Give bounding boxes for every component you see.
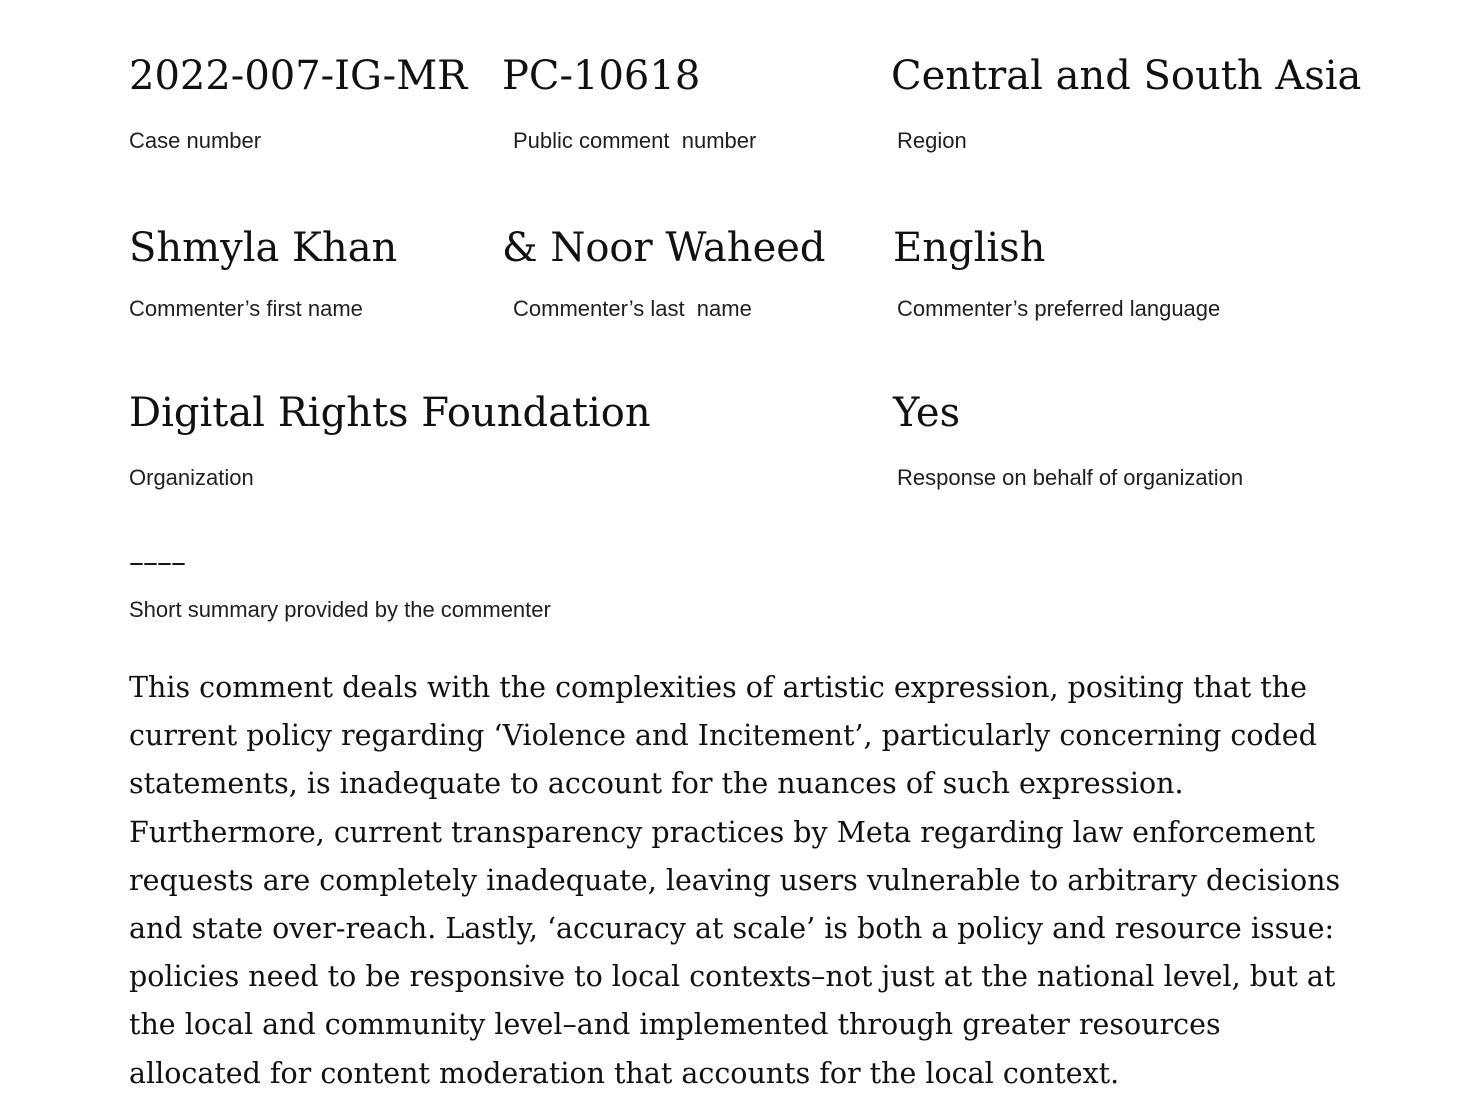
public-comment-number-value: PC-10618 — [502, 53, 701, 99]
case-number-value: 2022-007-IG-MR — [129, 53, 468, 99]
summary-line: the local and community level–and implemented through greater resources — [129, 1008, 1221, 1042]
first-name-value: Shmyla Khan — [129, 225, 398, 271]
summary-line: requests are completely inadequate, leaving users vulnerable to arbitrary decisions — [129, 863, 1341, 897]
summary-line: and state over-reach. Lastly, ‘accuracy at scale’ is both a policy and resource issue: — [129, 912, 1335, 946]
on-behalf-value: Yes — [893, 390, 961, 436]
organization-label: Organization — [129, 465, 254, 490]
on-behalf-label: Response on behalf of organization — [897, 465, 1244, 490]
region-label: Region — [897, 128, 967, 153]
region-value: Central and South Asia — [891, 53, 1362, 99]
summary-line: Furthermore, current transparency practices by Meta regarding law enforcement — [129, 815, 1316, 849]
public-comment-number-label: Public comment number — [513, 128, 757, 153]
last-name-value: & Noor Waheed — [502, 225, 826, 271]
case-number-label: Case number — [129, 128, 262, 153]
short-summary-label: Short summary provided by the commenter — [129, 597, 551, 622]
summary-line: current policy regarding ‘Violence and Incitement’, particularly concerning coded — [129, 719, 1317, 753]
short-summary-value: –––– — [129, 545, 185, 580]
summary-line: policies need to be responsive to local contexts–not just at the national level, but at — [129, 960, 1336, 994]
last-name-label: Commenter’s last name — [513, 296, 752, 321]
summary-line: allocated for content moderation that accounts for the local context. — [129, 1056, 1120, 1090]
summary-paragraph — [129, 664, 1339, 1098]
preferred-language-label: Commenter’s preferred language — [897, 296, 1221, 321]
organization-value: Digital Rights Foundation — [129, 390, 651, 436]
preferred-language-value: English — [893, 225, 1046, 271]
summary-line: statements, is inadequate to account for the nuances of such expression. — [129, 767, 1184, 801]
summary-line: This comment deals with the complexities of artistic expression, positing that the — [129, 671, 1307, 704]
first-name-label: Commenter’s first name — [129, 296, 363, 321]
